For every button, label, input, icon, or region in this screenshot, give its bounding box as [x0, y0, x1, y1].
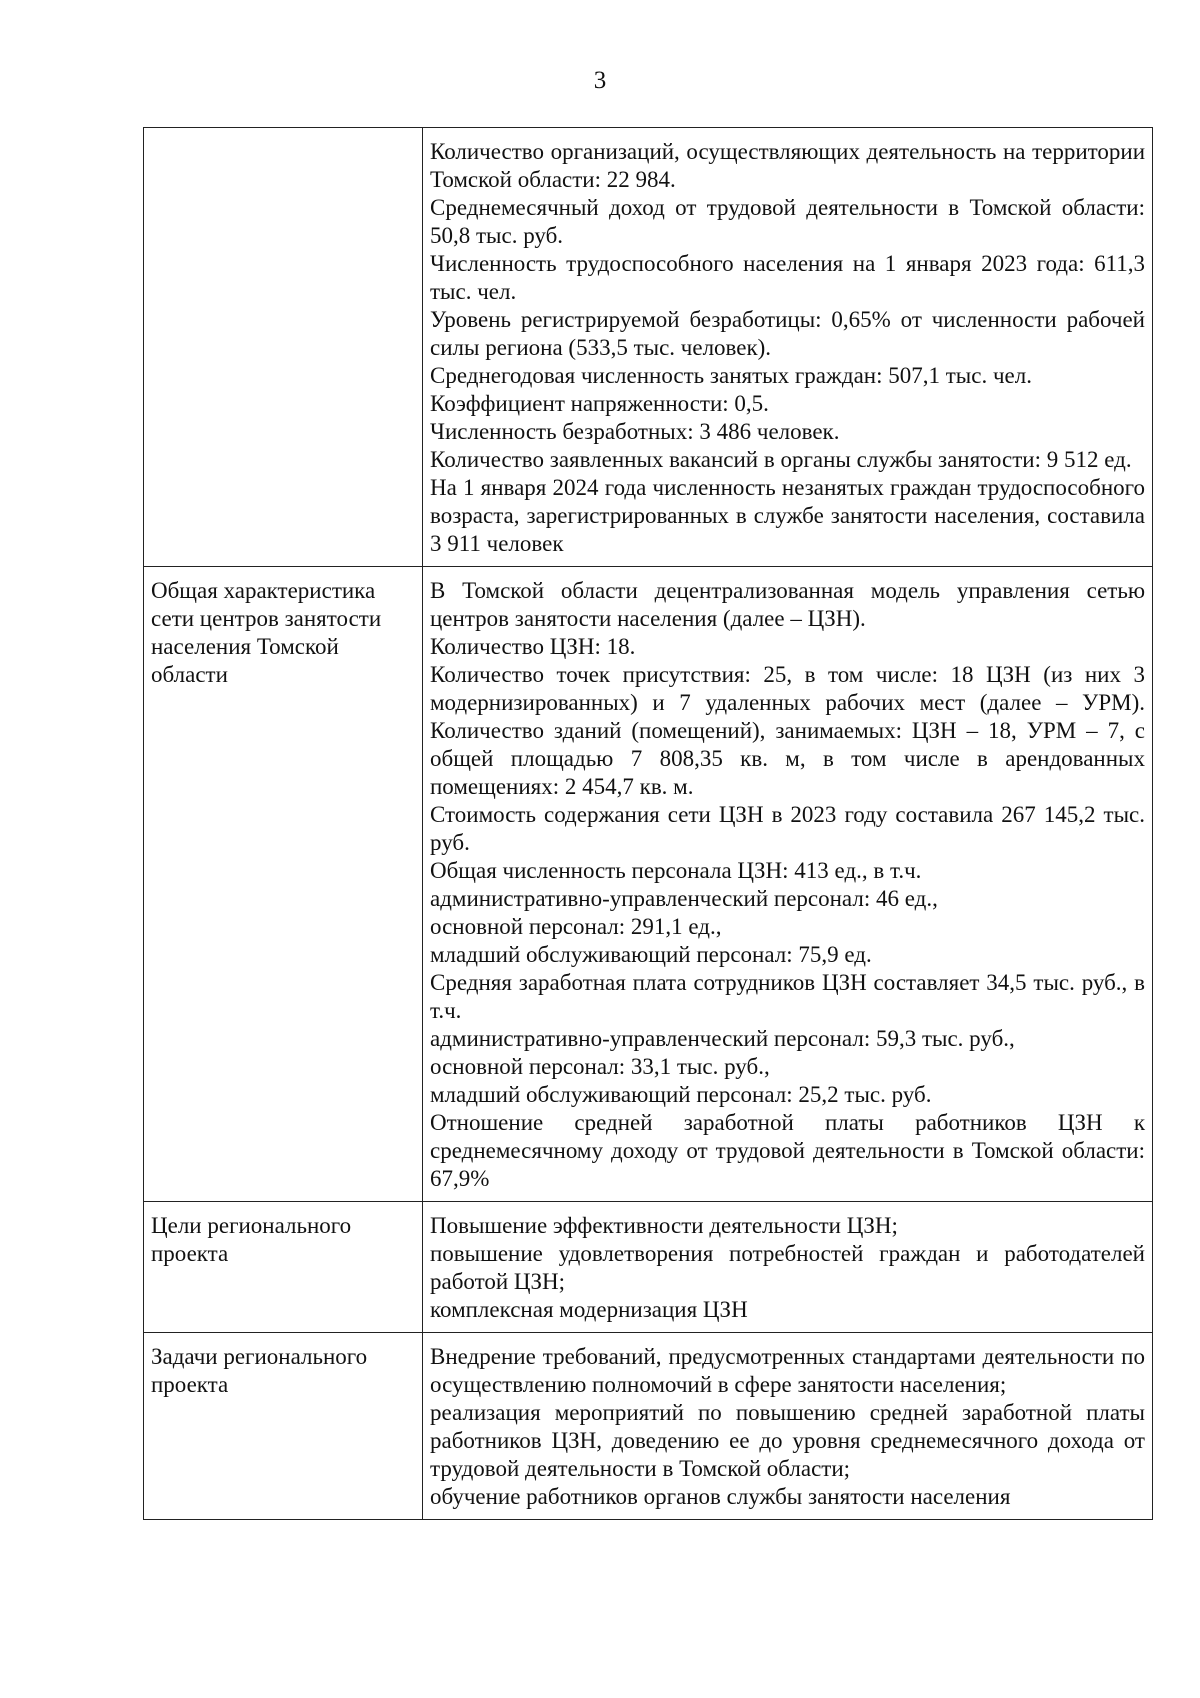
table-row: [144, 128, 1153, 567]
row-content-cell: [423, 128, 1153, 567]
content-paragraph: Уровень регистрируемой безработицы: 0,65% от численности рабочей силы региона (533,5 тыс. человек).: [430, 307, 1145, 360]
content-paragraph: младший обслуживающий персонал: 75,9 ед.: [430, 942, 872, 967]
content-paragraph: комплексная модернизация ЦЗН: [430, 1297, 748, 1322]
row-label: Задачи регионального проекта: [151, 1344, 368, 1397]
passport-table: [143, 127, 1153, 1520]
table-row: [144, 1202, 1153, 1333]
content-paragraph: Среднемесячный доход от трудовой деятельности в Томской области: 50,8 тыс. руб.: [430, 195, 1145, 248]
row-label-cell: [144, 1333, 423, 1520]
content-paragraph: младший обслуживающий персонал: 25,2 тыс. руб.: [430, 1082, 932, 1107]
content-paragraph: Повышение эффективности деятельности ЦЗН;: [430, 1213, 898, 1238]
content-paragraph: Численность трудоспособного населения на 1 января 2023 года: 611,3 тыс. чел.: [430, 251, 1145, 304]
content-paragraph: повышение удовлетворения потребностей граждан и работодателей работой ЦЗН;: [430, 1241, 1145, 1294]
content-paragraph: Количество точек присутствия: 25, в том числе: 18 ЦЗН (из них 3 модернизированных) и 7 удаленных рабочих мест (далее – УРМ). Количество зданий (помещений), занимаемых: ЦЗН – 18, УРМ – 7, с общей площадью 7 808,35 кв. м, в том числе в арендованных помещениях: 2 454,7 кв. м.: [430, 662, 1145, 799]
content-paragraph: Коэффициент напряженности: 0,5.: [430, 391, 769, 416]
content-paragraph: На 1 января 2024 года численность незанятых граждан трудоспособного возраста, зарегистрированных в службе занятости населения, составила 3 911 человек: [430, 475, 1145, 556]
table-row: [144, 1333, 1153, 1520]
content-paragraph: административно-управленческий персонал: 59,3 тыс. руб.,: [430, 1026, 1015, 1051]
row-content-cell: [423, 1333, 1153, 1520]
content-paragraph: обучение работников органов службы занятости населения: [430, 1484, 1011, 1509]
page-number: 3: [593, 67, 607, 94]
content-paragraph: Численность безработных: 3 486 человек.: [430, 419, 840, 444]
row-label: Цели регионального проекта: [151, 1213, 352, 1266]
content-paragraph: Стоимость содержания сети ЦЗН в 2023 году составила 267 145,2 тыс. руб.: [430, 802, 1145, 855]
content-paragraph: Внедрение требований, предусмотренных стандартами деятельности по осуществлению полномочий в сфере занятости населения;: [430, 1344, 1145, 1397]
content-paragraph: основной персонал: 33,1 тыс. руб.,: [430, 1054, 770, 1079]
content-paragraph: Количество ЦЗН: 18.: [430, 634, 636, 659]
row-content-cell: [423, 1202, 1153, 1333]
content-paragraph: Общая численность персонала ЦЗН: 413 ед., в т.ч.: [430, 858, 922, 883]
content-paragraph: Среднегодовая численность занятых граждан: 507,1 тыс. чел.: [430, 363, 1032, 388]
row-content-cell: [423, 567, 1153, 1202]
content-paragraph: Средняя заработная плата сотрудников ЦЗН составляет 34,5 тыс. руб., в т.ч.: [430, 970, 1145, 1023]
content-paragraph: В Томской области децентрализованная модель управления сетью центров занятости населения (далее – ЦЗН).: [430, 578, 1145, 631]
row-label-cell: [144, 567, 423, 1202]
content-paragraph: Количество организаций, осуществляющих деятельность на территории Томской области: 22 984.: [430, 139, 1145, 192]
row-label: Общая характеристика сети центров занятости населения Томской области: [151, 578, 382, 687]
content-paragraph: административно-управленческий персонал: 46 ед.,: [430, 886, 938, 911]
content-paragraph: Отношение средней заработной платы работников ЦЗН к среднемесячному доходу от трудовой деятельности в Томской области: 67,9%: [430, 1110, 1145, 1191]
table-row: [144, 567, 1153, 1202]
content-paragraph: Количество заявленных вакансий в органы службы занятости: 9 512 ед.: [430, 447, 1132, 472]
content-paragraph: основной персонал: 291,1 ед.,: [430, 914, 722, 939]
row-label-cell: [144, 1202, 423, 1333]
content-paragraph: реализация мероприятий по повышению средней заработной платы работников ЦЗН, доведению ее до уровня среднемесячного дохода от трудовой деятельности в Томской области;: [430, 1400, 1145, 1481]
row-label-cell: [144, 128, 423, 567]
